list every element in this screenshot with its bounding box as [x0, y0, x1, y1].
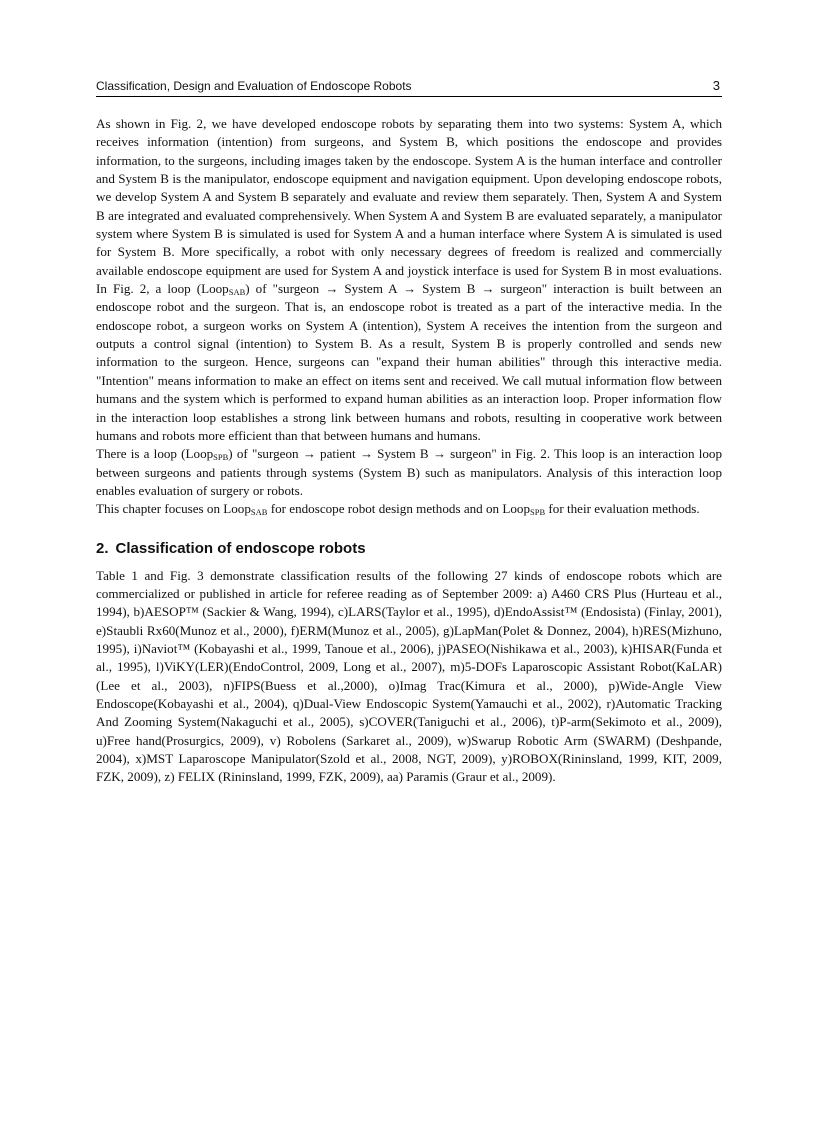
subscript: SPB	[530, 507, 546, 518]
subscript: SPB	[213, 452, 229, 463]
paragraph-loop-spb	[96, 445, 722, 500]
text-run: ) of "surgeon → System A → System B → surgeon" interaction is built between an endoscope robot and the surgeon. That is, an endoscope robot is treated as a part of the interactive media. In the endoscope robot, a surgeon works on System A (intention), System A receives the intention from the surgeon and outputs a control signal (intention) to System B. As a result, System B is properly controlled and sends new information to the surgeon. Hence, surgeons can "expand their human abilities" through this interactive media. "Intention" means information to make an effect on items sent and received. We call mutual information flow between humans and the system which is performed to expand human abilities as an interaction loop. Proper information flow in the interaction loop establishes a strong link between humans and robots, resulting in cooperative work between humans and robots more efficient than that between humans and humans.	[96, 281, 722, 443]
text-run: for their evaluation methods.	[545, 501, 700, 517]
paragraph-robot-list	[96, 567, 722, 787]
section-title: Classification of endoscope robots	[115, 539, 366, 557]
paragraph-chapter-focus	[96, 500, 722, 518]
text-run: There is a loop (Loop	[96, 446, 214, 462]
paragraph-system-design	[96, 115, 722, 445]
text-run: for endoscope robot design methods and on Loop	[267, 501, 531, 517]
running-header	[96, 78, 722, 97]
text-run: ) of "surgeon → patient → System B → surgeon" in Fig. 2. This loop is an interaction loop between surgeons and patients through systems (System B) such as manipulators. Analysis of this interaction loop enables evaluation of surgery or robots.	[96, 446, 722, 498]
text-run: This chapter focuses on Loop	[96, 501, 251, 517]
page-number: 3	[712, 78, 720, 93]
text-run: As shown in Fig. 2, we have developed endoscope robots by separating them into two systems: System A, which receives information (intention) from surgeons, and System B, which positions the endoscope and provides information, to the surgeons, including images taken by the endoscope. System A is the human interface and controller and System B is the manipulator, endoscope equipment and navigation equipment. Upon developing endoscope robots, we develop System A and System B separately and evaluate and review them separately. Then, System A and System B are integrated and evaluated comprehensively. When System A and System B are evaluated separately, a manipulator system where System B is simulated is used for System A and a human interface where System A is simulated is used for System B. More specifically, a robot with only necessary degrees of freedom is realized and commercially available endoscope equipment are used for System A and joystick interface is used for System B in most evaluations. In Fig. 2, a loop (Loop	[96, 116, 722, 297]
text-run: Table 1 and Fig. 3 demonstrate classification results of the following 27 kinds of endoscope robots which are commercialized or published in article for referee reading as of September 2009: a) A460 CRS Plus (Hurteau et al., 1994), b)AESOP™ (Sackier & Wang, 1994), c)LARS(Taylor et al., 1995), d)EndoAssist™ (Endosista) (Finlay, 2001), e)Staubli Rx60(Munoz et al., 2000), f)ERM(Munoz et al., 2005), g)LapMan(Polet & Donnez, 2004), h)RES(Mizhuno, 1995), i)Naviot™ (Kobayashi et al., 1999, Tanoue et al., 2006), j)PASEO(Nishikawa et al., 2003), k)HISAR(Funda et al., 1995), l)ViKY(LER)(EndoControl, 2009, Long et al., 2007), m)5-DOFs Laparoscopic Assistant Robot(KaLAR) (Lee et al., 2003), n)FIPS(Buess et al.,2000), o)Imag Trac(Kimura et al., 2000), p)Wide-Angle View Endoscope(Kobayashi et al., 2004), q)Dual-View Endoscopic System(Yamauchi et al., 2002), r)Automatic Tracking And Zooming System(Nakaguchi et al., 2005), s)COVER(Taniguchi et al., 2006), t)P-arm(Sekimoto et al., 2009), u)Free hand(Prosurgics, 2009), v) Robolens (Sarkaret al., 2009), w)Swarup Robotic Arm (SWARM) (Deshpande, 2004), x)MST Laparoscope Manipulator(Szold et al., 2008, NGT, 2009), y)ROBOX(Rininsland, 1999, KIT, 2009, FZK, 2009), z) FELIX (Rininsland, 1999, FZK, 2009), aa) Paramis (Graur et al., 2009).	[96, 567, 722, 785]
subscript: SAB	[250, 507, 268, 518]
subscript: SAB	[228, 287, 246, 298]
section-heading	[96, 540, 722, 557]
running-title: Classification, Design and Evaluation of Endoscope Robots	[96, 79, 412, 93]
section-number: 2.	[96, 539, 109, 557]
page	[96, 78, 722, 787]
